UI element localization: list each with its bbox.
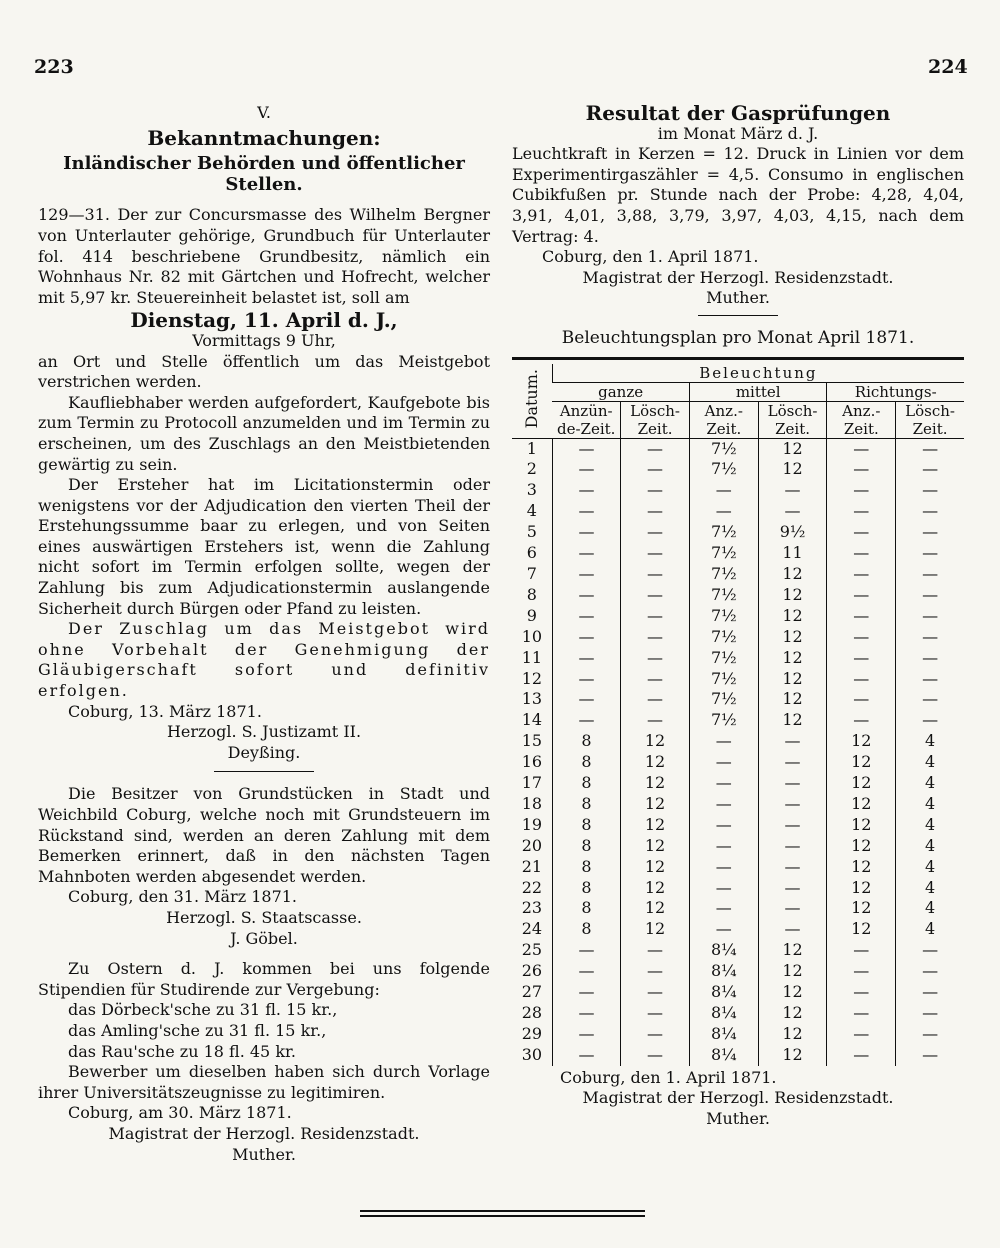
table-row — [512, 1003, 964, 1024]
table-cell: — — [621, 689, 690, 710]
notice1-text5: Der Zuschlag um das Meistgebot wird ohne Vorbehalt der Genehmigung der Gläubigerschaft sofort und definitiv erfolgen. — [38, 619, 490, 701]
table-cell: 7½ — [689, 689, 758, 710]
table-cell: 7½ — [689, 606, 758, 627]
notice3-place-date: Coburg, am 30. März 1871. — [68, 1103, 292, 1123]
table-cell: 8¼ — [689, 1024, 758, 1045]
table-cell: — — [552, 961, 620, 982]
table-row — [512, 982, 964, 1003]
row-date-cell: 29 — [521, 1023, 543, 1043]
table-cell: — — [552, 689, 620, 710]
table-cell: 12 — [827, 836, 896, 857]
table-cell: — — [621, 627, 690, 648]
row-date-cell: 24 — [521, 919, 543, 939]
lighting-table — [512, 364, 964, 1066]
table-cell: — — [896, 1003, 964, 1024]
col-header: Lösch-Zeit. — [758, 401, 827, 438]
table-cell: 12 — [758, 940, 827, 961]
table-row — [512, 1024, 964, 1045]
table-row — [512, 857, 964, 878]
table-cell: 4 — [896, 898, 964, 919]
table-cell: 4 — [896, 815, 964, 836]
table-cell: 9½ — [758, 522, 827, 543]
row-date-cell: 6 — [526, 543, 537, 563]
table-cell: — — [827, 710, 896, 731]
table-cell: — — [827, 627, 896, 648]
table-cell: 4 — [896, 794, 964, 815]
table-cell: — — [552, 627, 620, 648]
table-cell: — — [758, 919, 827, 940]
row-date-cell: 10 — [521, 626, 543, 646]
table-cell: 4 — [896, 857, 964, 878]
table-cell: — — [552, 585, 620, 606]
row-date-cell: 27 — [521, 982, 543, 1002]
subheader-richtung: Richtungs- — [827, 382, 964, 401]
row-date-cell: 9 — [526, 605, 537, 625]
stipend-item: das Dörbeck'sche zu 31 fl. 15 kr., — [68, 1000, 338, 1020]
table-row — [512, 773, 964, 794]
table-cell: 12 — [758, 564, 827, 585]
table-row — [512, 669, 964, 690]
row-date-cell: 17 — [521, 773, 543, 793]
table-cell: — — [896, 543, 964, 564]
table-row — [512, 919, 964, 940]
row-date-cell: 3 — [526, 480, 537, 500]
table-cell: — — [621, 480, 690, 501]
table-cell: 4 — [896, 752, 964, 773]
table-cell: — — [552, 522, 620, 543]
table-row — [512, 1045, 964, 1066]
table-cell: 8 — [552, 815, 620, 836]
col-header: Anz.-Zeit. — [827, 401, 896, 438]
row-date-cell: 21 — [521, 856, 543, 876]
table-cell: — — [621, 564, 690, 585]
table-cell: 8¼ — [689, 1003, 758, 1024]
table-cell: 7½ — [689, 438, 758, 459]
table-cell: — — [896, 1024, 964, 1045]
table-cell: — — [689, 815, 758, 836]
table-row — [512, 710, 964, 731]
table-row — [512, 648, 964, 669]
table-cell: — — [896, 606, 964, 627]
col-header: Lösch-Zeit. — [621, 401, 690, 438]
row-date-cell: 1 — [526, 438, 537, 458]
col-header: Anz.-Zeit. — [689, 401, 758, 438]
table-row — [512, 898, 964, 919]
table-cell: — — [621, 438, 690, 459]
table-cell: 12 — [621, 752, 690, 773]
table-row — [512, 961, 964, 982]
table-cell: 12 — [621, 898, 690, 919]
subheader-ganze: ganze — [552, 382, 689, 401]
table-cell: — — [896, 689, 964, 710]
table-cell: — — [896, 459, 964, 480]
table-row — [512, 815, 964, 836]
row-date-cell: 11 — [521, 647, 543, 667]
table-cell: 12 — [621, 878, 690, 899]
table-cell: 8¼ — [689, 940, 758, 961]
page-number-left: 223 — [34, 56, 74, 78]
table-cell: — — [758, 731, 827, 752]
table-cell: — — [896, 961, 964, 982]
table-cell: — — [621, 982, 690, 1003]
row-date-cell: 13 — [521, 689, 543, 709]
table-row — [512, 731, 964, 752]
table-cell: 12 — [827, 815, 896, 836]
table-cell: 12 — [621, 794, 690, 815]
table-cell: — — [621, 606, 690, 627]
notice1-signature: Deyßing. — [227, 742, 301, 762]
table-cell: 12 — [758, 648, 827, 669]
table-row — [512, 836, 964, 857]
datum-label: Datum. — [521, 368, 541, 429]
row-date-cell: 22 — [521, 877, 543, 897]
table-row — [512, 480, 964, 501]
table-row — [512, 794, 964, 815]
table-cell: — — [552, 480, 620, 501]
table-cell: — — [621, 1045, 690, 1066]
row-date-cell: 14 — [521, 710, 543, 730]
table-cell: — — [758, 878, 827, 899]
table-cell: — — [827, 982, 896, 1003]
table-row — [512, 689, 964, 710]
table-row — [512, 438, 964, 459]
gas-place-date: Coburg, den 1. April 1871. — [542, 247, 759, 267]
table-cell: — — [552, 1024, 620, 1045]
table-cell: 12 — [827, 878, 896, 899]
table-cell: 12 — [827, 919, 896, 940]
table-cell: — — [896, 585, 964, 606]
table-cell: 12 — [758, 459, 827, 480]
table-cell: 12 — [621, 857, 690, 878]
table-cell: — — [758, 752, 827, 773]
table-cell: — — [827, 480, 896, 501]
table-cell: 4 — [896, 731, 964, 752]
table-cell: — — [552, 710, 620, 731]
table-cell: — — [896, 480, 964, 501]
table-cell: 8¼ — [689, 1045, 758, 1066]
table-cell: 12 — [827, 731, 896, 752]
plan-authority: Magistrat der Herzogl. Residenzstadt. — [582, 1088, 894, 1108]
bottom-double-rule — [360, 1210, 645, 1220]
row-date-cell: 25 — [521, 940, 543, 960]
gas-signature: Muther. — [706, 288, 770, 308]
table-cell: 8 — [552, 773, 620, 794]
table-cell: 12 — [758, 961, 827, 982]
table-cell: 7½ — [689, 627, 758, 648]
notice1-time-line: Vormittags 9 Uhr, — [192, 330, 336, 350]
table-cell: — — [896, 669, 964, 690]
row-date-cell: 18 — [521, 793, 543, 813]
table-cell: — — [621, 1024, 690, 1045]
table-cell: 7½ — [689, 669, 758, 690]
table-row — [512, 459, 964, 480]
notice2-text: Die Besitzer von Grundstücken in Stadt und Weichbild Coburg, welche noch mit Grundsteuern im Rückstand sind, werden an deren Zahlung mit dem Bemerken erinnert, daß in den nächsten Tagen Mahnboten werden abgesendet werden. — [38, 784, 490, 886]
table-cell: 12 — [758, 438, 827, 459]
table-cell: — — [689, 898, 758, 919]
table-cell: 12 — [827, 898, 896, 919]
notice3-authority: Magistrat der Herzogl. Residenzstadt. — [108, 1123, 420, 1143]
table-cell: — — [621, 543, 690, 564]
col-header: Lösch-Zeit. — [896, 401, 964, 438]
table-cell: 12 — [758, 1024, 827, 1045]
table-cell: — — [827, 961, 896, 982]
table-cell: — — [621, 961, 690, 982]
table-cell: — — [689, 731, 758, 752]
table-cell: 12 — [758, 710, 827, 731]
table-cell: 4 — [896, 836, 964, 857]
table-cell: — — [827, 564, 896, 585]
table-cell: 8 — [552, 836, 620, 857]
section-number: V. — [257, 103, 271, 122]
table-cell: 12 — [621, 919, 690, 940]
table-cell: 8 — [552, 752, 620, 773]
table-cell: — — [896, 982, 964, 1003]
table-cell: — — [689, 773, 758, 794]
gas-text: Leuchtkraft in Kerzen = 12. Druck in Linien vor dem Experimentirgaszähler = 4,5. Consumo in englischen Cubikfußen pr. Stunde nach der Probe: 4,28, 4,04, 3,91, 4,01, 3,88, 3,79, 3,97, 4,03, 4,15, nach dem Vertrag: 4. — [512, 144, 964, 246]
notice3-signature: Muther. — [232, 1144, 296, 1164]
row-date-cell: 7 — [526, 563, 537, 583]
table-cell: — — [827, 585, 896, 606]
table-cell: — — [552, 501, 620, 522]
right-column — [512, 100, 964, 1130]
page-number-right: 224 — [928, 56, 968, 78]
table-row — [512, 752, 964, 773]
table-cell: 8 — [552, 878, 620, 899]
table-cell: — — [552, 543, 620, 564]
table-cell: — — [621, 522, 690, 543]
table-cell: — — [689, 501, 758, 522]
notice1-date-line: Dienstag, 11. April d. J., — [130, 308, 398, 333]
notice2-place-date: Coburg, den 31. März 1871. — [68, 887, 298, 907]
table-cell: 11 — [758, 543, 827, 564]
notice2-authority: Herzogl. S. Staatscasse. — [166, 907, 362, 927]
table-cell: 12 — [827, 773, 896, 794]
notice1-text: 129—31. Der zur Concursmasse des Wilhelm Bergner von Unterlauter gehörige, Grundbuch für Unterlauter fol. 414 beschriebene Grundbesitz, nämlich ein Wohnhaus Nr. 82 mit Gärtchen und Hofrecht, welcher mit 5,97 kr. Steuereinheit belastet ist, soll am — [38, 205, 490, 307]
table-cell: 12 — [758, 982, 827, 1003]
table-cell: — — [689, 878, 758, 899]
table-cell: — — [827, 1045, 896, 1066]
row-date-cell: 16 — [521, 752, 543, 772]
table-cell: — — [896, 940, 964, 961]
stipend-item: das Rau'sche zu 18 fl. 45 kr. — [68, 1041, 296, 1061]
table-cell: — — [827, 501, 896, 522]
table-cell: — — [758, 501, 827, 522]
table-cell: — — [896, 1045, 964, 1066]
table-cell: — — [552, 1003, 620, 1024]
table-cell: — — [621, 669, 690, 690]
gas-subtitle: im Monat März d. J. — [657, 123, 819, 143]
table-cell: 8 — [552, 794, 620, 815]
table-cell: 8¼ — [689, 982, 758, 1003]
row-date-cell: 26 — [521, 961, 543, 981]
table-cell: — — [621, 940, 690, 961]
notice1-place-date: Coburg, 13. März 1871. — [68, 701, 262, 721]
table-cell: 12 — [758, 627, 827, 648]
row-date-cell: 19 — [521, 814, 543, 834]
table-cell: — — [689, 480, 758, 501]
table-cell: — — [896, 648, 964, 669]
notice1-text3: Kaufliebhaber werden aufgefordert, Kaufgebote bis zum Termin zu Protocoll anzumelden und im Termin zu erscheinen, um des Zuschlags an den Meistbietenden gewärtig zu sein. — [38, 392, 490, 474]
table-cell: — — [827, 543, 896, 564]
table-body — [512, 438, 964, 1066]
table-cell: — — [552, 648, 620, 669]
table-cell: — — [552, 669, 620, 690]
separator-rule — [698, 315, 778, 316]
table-cell: — — [621, 648, 690, 669]
table-cell: — — [621, 585, 690, 606]
table-cell: 7½ — [689, 710, 758, 731]
table-top-rule — [512, 357, 964, 360]
table-cell: — — [827, 606, 896, 627]
table-cell: 8 — [552, 731, 620, 752]
datum-header — [512, 364, 552, 439]
table-cell: — — [621, 459, 690, 480]
table-cell: — — [689, 752, 758, 773]
table-cell: — — [552, 438, 620, 459]
table-cell: 12 — [827, 857, 896, 878]
table-cell: 8 — [552, 919, 620, 940]
section-heading: Bekanntmachungen: — [147, 125, 381, 150]
table-cell: — — [552, 459, 620, 480]
table-cell: — — [552, 564, 620, 585]
table-cell: — — [552, 982, 620, 1003]
table-cell: 12 — [621, 731, 690, 752]
table-cell: 8¼ — [689, 961, 758, 982]
row-date-cell: 28 — [521, 1003, 543, 1022]
table-cell: 12 — [827, 752, 896, 773]
row-date-cell: 20 — [521, 835, 543, 855]
table-row — [512, 878, 964, 899]
table-cell: — — [896, 564, 964, 585]
table-row — [512, 543, 964, 564]
table-cell: — — [827, 940, 896, 961]
table-cell: — — [896, 438, 964, 459]
table-cell: 4 — [896, 878, 964, 899]
notice2-signature: J. Göbel. — [230, 928, 298, 948]
table-cell: — — [689, 919, 758, 940]
table-cell: — — [827, 648, 896, 669]
table-cell: — — [758, 773, 827, 794]
row-date-cell: 15 — [521, 731, 543, 751]
table-row — [512, 501, 964, 522]
notice3-text: Bewerber um dieselben haben sich durch Vorlage ihrer Universitätszeugnisse zu legitimiren. — [38, 1062, 490, 1102]
table-cell: 7½ — [689, 564, 758, 585]
notice1-authority: Herzogl. S. Justizamt II. — [166, 722, 362, 742]
table-cell: — — [552, 606, 620, 627]
table-cell: — — [621, 501, 690, 522]
stipend-item: das Amling'sche zu 31 fl. 15 kr., — [68, 1020, 327, 1040]
table-cell: 12 — [621, 773, 690, 794]
table-cell: — — [827, 522, 896, 543]
table-row — [512, 522, 964, 543]
section-subheading: Inländischer Behörden und öffentlicher Stellen. — [63, 153, 465, 195]
row-date-cell: 12 — [521, 668, 543, 688]
plan-place-date: Coburg, den 1. April 1871. — [560, 1067, 777, 1087]
notice3-intro: Zu Ostern d. J. kommen bei uns folgende Stipendien für Studirende zur Vergebung: — [38, 959, 490, 999]
table-cell: — — [827, 1003, 896, 1024]
table-cell: — — [621, 710, 690, 731]
table-row — [512, 606, 964, 627]
gas-authority: Magistrat der Herzogl. Residenzstadt. — [582, 267, 894, 287]
row-date-cell: 2 — [526, 459, 537, 479]
table-cell: 12 — [758, 669, 827, 690]
table-cell: — — [896, 710, 964, 731]
row-date-cell: 5 — [526, 522, 537, 542]
table-cell: 12 — [758, 1045, 827, 1066]
table-cell: 12 — [758, 689, 827, 710]
table-cell: — — [621, 1003, 690, 1024]
table-cell: — — [896, 522, 964, 543]
table-cell: 7½ — [689, 543, 758, 564]
table-cell: — — [758, 857, 827, 878]
table-cell: 7½ — [689, 522, 758, 543]
table-cell: — — [827, 438, 896, 459]
table-cell: 7½ — [689, 585, 758, 606]
table-cell: 12 — [621, 836, 690, 857]
separator-rule — [214, 771, 314, 772]
subheader-mittel: mittel — [689, 382, 827, 401]
plan-title: Beleuchtungsplan pro Monat April 1871. — [561, 327, 915, 348]
plan-signature: Muther. — [706, 1108, 770, 1128]
table-cell: — — [827, 689, 896, 710]
group-header: Beleuchtung — [552, 364, 964, 383]
table-cell: 8 — [552, 898, 620, 919]
table-cell: — — [758, 898, 827, 919]
table-cell: — — [827, 669, 896, 690]
notice1-text2: an Ort und Stelle öffentlich um das Meistgebot verstrichen werden. — [38, 351, 490, 392]
table-cell: 12 — [758, 1003, 827, 1024]
table-cell: — — [827, 459, 896, 480]
table-cell: — — [827, 1024, 896, 1045]
table-cell: 7½ — [689, 459, 758, 480]
table-cell: — — [758, 480, 827, 501]
row-date-cell: 8 — [526, 584, 537, 604]
table-cell: — — [896, 501, 964, 522]
row-date-cell: 4 — [526, 501, 537, 521]
table-cell: — — [758, 815, 827, 836]
table-cell: — — [552, 940, 620, 961]
notice1-text4: Der Ersteher hat im Licitationstermin oder wenigstens vor der Adjudication den vierten Theil der Erstehungssumme baar zu erlegen, und von Seiten eines auswärtigen Erstehers ist, wenn die Zahlung nicht sofort im Termin erfolgen sollte, wegen der Zahlung bis zum Adjudicationstermin auslangende Sicherheit durch Bürgen oder Pfand zu leisten. — [38, 475, 490, 618]
table-cell: — — [758, 836, 827, 857]
table-cell: — — [689, 794, 758, 815]
table-cell: 4 — [896, 919, 964, 940]
left-column — [38, 100, 490, 1165]
table-cell: — — [689, 836, 758, 857]
table-cell: — — [758, 794, 827, 815]
table-cell: 4 — [896, 773, 964, 794]
table-cell: — — [689, 857, 758, 878]
row-date-cell: 30 — [521, 1044, 543, 1064]
table-row — [512, 627, 964, 648]
gas-title: Resultat der Gasprüfungen — [585, 101, 891, 125]
table-row — [512, 564, 964, 585]
table-row — [512, 585, 964, 606]
table-cell: 12 — [758, 606, 827, 627]
table-cell: — — [552, 1045, 620, 1066]
row-date-cell: 23 — [521, 898, 543, 918]
table-row — [512, 940, 964, 961]
table-cell: 12 — [758, 585, 827, 606]
table-cell: 12 — [621, 815, 690, 836]
table-cell: 12 — [827, 794, 896, 815]
table-cell: 8 — [552, 857, 620, 878]
table-cell: — — [896, 627, 964, 648]
col-header: Anzün-de-Zeit. — [552, 401, 620, 438]
table-cell: 7½ — [689, 648, 758, 669]
